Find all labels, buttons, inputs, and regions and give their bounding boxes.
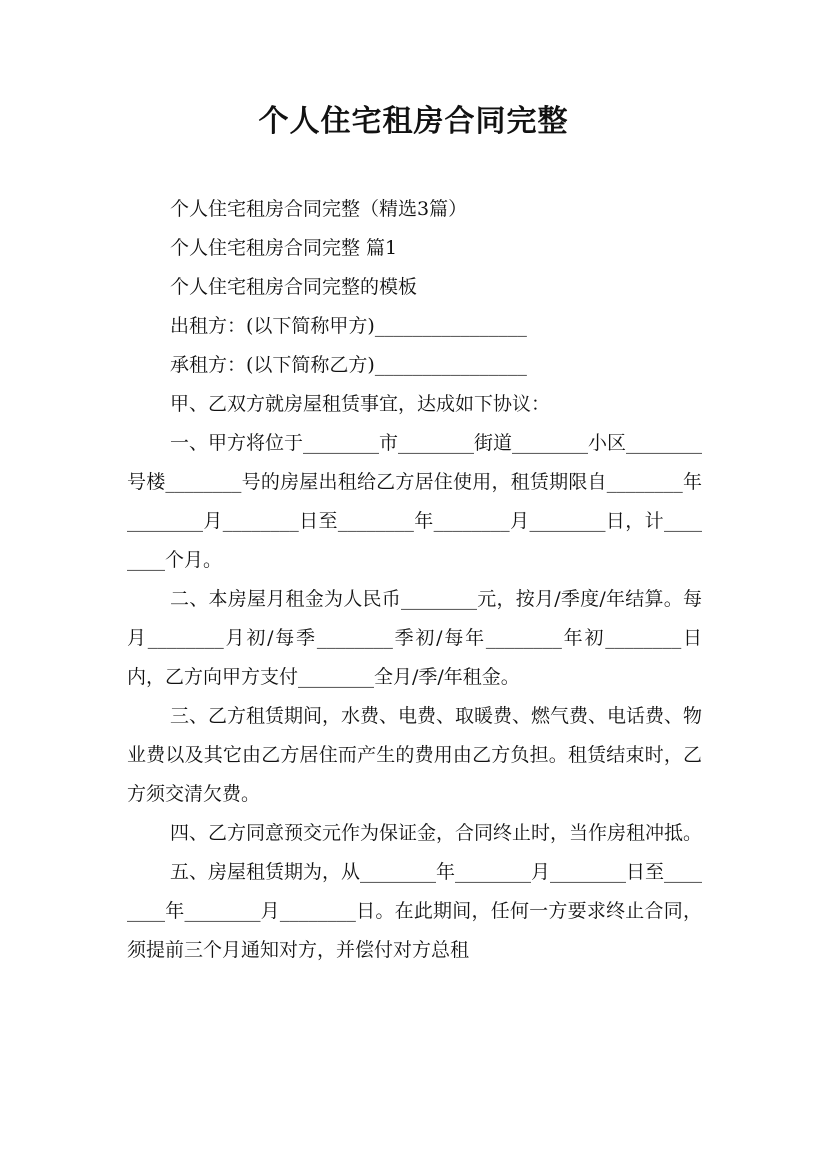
paragraph-clause-5: 五、房屋租赁期为，从________年________月________日至________年________月________日。在此期间，任何一方要求终止合同，须提前三个月通知对方，并偿付对方总租 — [127, 861, 703, 961]
document-body — [127, 190, 702, 970]
paragraph-template-heading: 个人住宅租房合同完整的模板 — [170, 276, 418, 298]
paragraph-clause-4: 四、乙方同意预交元作为保证金，合同终止时，当作房租冲抵。 — [170, 822, 703, 844]
document-title: 个人住宅租房合同完整 — [258, 104, 569, 139]
paragraph-lessee: 承租方：(以下简称乙方)________________ — [170, 354, 527, 376]
paragraph-section-heading: 个人住宅租房合同完整 篇1 — [170, 237, 398, 259]
paragraph-clause-1: 一、甲方将位于________市________街道________小区________号楼________号的房屋出租给乙方居住使用，租赁期限自________年________月________日至________年________月________日，计________个月。 — [127, 432, 703, 571]
paragraph-clause-2: 二、本房屋月租金为人民币________元，按月/季度/年结算。每月________月初/每季________季初/每年________年初________日内，乙方向甲方支付________全月/季/年租金。 — [127, 588, 702, 688]
paragraph-clause-3: 三、乙方租赁期间，水费、电费、取暖费、燃气费、电话费、物业费以及其它由乙方居住而产生的费用由乙方负担。租赁结束时，乙方须交清欠费。 — [127, 705, 703, 805]
paragraph-subtitle: 个人住宅租房合同完整（精选3篇） — [170, 198, 468, 220]
paragraph-lessor: 出租方：(以下简称甲方)________________ — [170, 315, 527, 337]
paragraph-agreement-intro: 甲、乙双方就房屋租赁事宜，达成如下协议： — [170, 393, 551, 415]
